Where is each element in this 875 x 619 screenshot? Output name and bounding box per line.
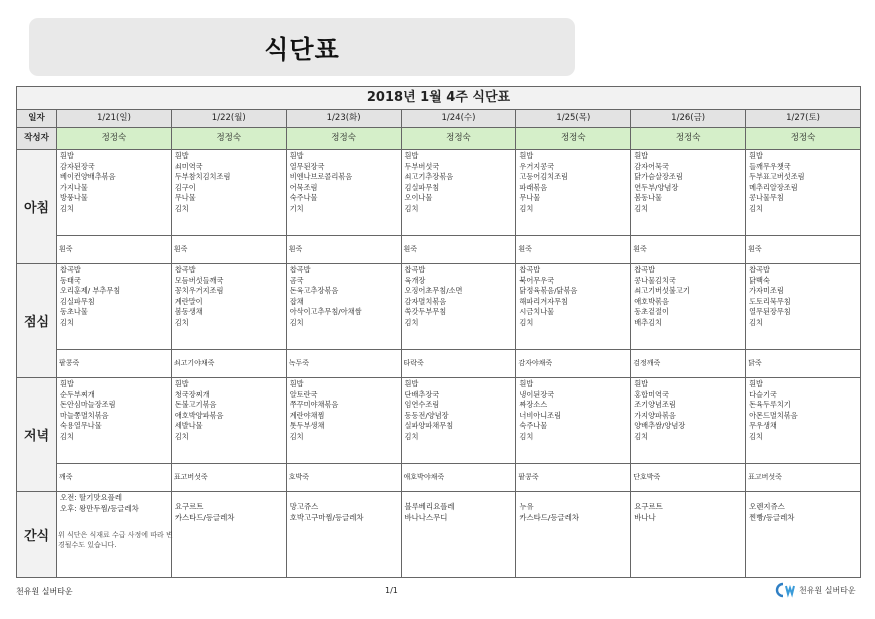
menu-item: 김치 (404, 317, 419, 327)
menu-item: 오렌지쥬스 (749, 502, 785, 511)
menu-item: 방풍나물 (60, 193, 88, 203)
menu-item: 흰밥 (634, 379, 649, 388)
menu-item: 쇠고기버섯불고기 (634, 286, 690, 296)
menu-item: 흰밥 (519, 379, 534, 388)
menu-item: 가자미조림 (749, 286, 784, 296)
meal-label: 간식 (17, 492, 57, 578)
menu-item: 돈안심마늘장조림 (60, 400, 116, 410)
menu-item: 알토란국 (289, 389, 318, 399)
menu-item: 요구르트 (174, 502, 204, 511)
menu-item: 흰밥 (289, 151, 304, 160)
menu-item: 흰밥 (634, 151, 649, 160)
menu-cell (746, 264, 861, 350)
menu-item: 배추김치 (634, 317, 662, 327)
porridge-cell: 흰죽 (516, 236, 631, 264)
porridge-cell: 녹두죽 (286, 350, 401, 378)
menu-item: 잡채 (289, 296, 304, 306)
menu-item: 흰밥 (519, 151, 534, 160)
menu-item: 김치 (174, 203, 189, 213)
menu-item: 냉이된장국 (519, 389, 555, 399)
menu-item: 감자멸치볶음 (404, 296, 447, 306)
porridge-row (17, 236, 861, 264)
menu-item: 김치 (404, 431, 419, 441)
menu-cell (171, 378, 286, 464)
menu-item: 콩나물김치국 (634, 275, 676, 285)
menu-item: 육개장 (404, 275, 426, 285)
menu-item: 계란말이 (174, 296, 203, 306)
menu-item: 김치 (60, 203, 74, 213)
footer-org: 천유원 실버타운 (16, 587, 73, 596)
porridge-cell: 단호박죽 (631, 464, 746, 492)
menu-cell (631, 150, 746, 236)
menu-item: 김치 (634, 431, 649, 441)
menu-item: 메추리알장조림 (749, 182, 798, 192)
menu-item: 청국장찌개 (174, 389, 210, 399)
menu-item: 콩나물무침 (749, 193, 784, 203)
menu-item: 단배추장국 (404, 389, 440, 399)
menu-item: 김치 (519, 317, 534, 327)
date-header: 1/24(수) (401, 110, 516, 128)
menu-item: 찹곡밥 (749, 265, 770, 274)
menu-item: 무우생채 (749, 421, 777, 431)
menu-item: 김치 (60, 431, 74, 441)
menu-item: 다슬기국 (749, 389, 777, 399)
menu-item: 김구이 (174, 182, 196, 192)
menu-item: 김치 (749, 317, 763, 327)
menu-item: 오전: 딸기맛요플레 (60, 493, 122, 502)
menu-cell (516, 264, 631, 350)
menu-item: 고등어김치조림 (519, 172, 568, 182)
porridge-cell: 흰죽 (631, 236, 746, 264)
porridge-cell: 흰죽 (286, 236, 401, 264)
author-cell: 정정숙 (746, 128, 861, 150)
menu-item: 열무된장무침 (749, 307, 791, 317)
menu-cell (286, 264, 401, 350)
menu-item: 동초겉절이 (634, 307, 669, 317)
menu-item: 흰밥 (404, 151, 419, 160)
porridge-cell: 애호박야채죽 (401, 464, 516, 492)
menu-item: 김치 (174, 431, 189, 441)
menu-item: 가지나물 (60, 182, 88, 192)
meal-table (16, 86, 861, 578)
menu-item: 흰밥 (174, 151, 189, 160)
menu-item: 기치 (289, 203, 304, 213)
porridge-row (17, 350, 861, 378)
menu-item: 두부표고버섯조림 (749, 172, 805, 182)
menu-item: 우거지콩국 (519, 161, 555, 171)
menu-item: 찹곡밥 (60, 265, 81, 274)
menu-item: 숙용열무나물 (60, 421, 102, 431)
menu-item: 닭가슴살장조림 (634, 172, 683, 182)
menu-item: 해파리겨자무침 (519, 296, 568, 306)
menu-cell (286, 492, 401, 578)
menu-item: 시금치나물 (519, 307, 555, 317)
menu-item: 연두부/양념장 (634, 182, 679, 192)
menu-item: 김치 (749, 203, 763, 213)
menu-item: 흰밥 (404, 379, 419, 388)
menu-item: 바나나 (634, 512, 656, 522)
menu-item: 망고쥬스 (289, 502, 319, 511)
footer-page-number: 1/1 (385, 586, 398, 595)
menu-item: 조기양념조림 (634, 400, 676, 410)
date-row (17, 110, 861, 128)
menu-cell (401, 492, 516, 578)
porridge-cell: 검정깨죽 (631, 350, 746, 378)
porridge-cell: 흰죽 (746, 236, 861, 264)
porridge-cell: 쇠고기야채죽 (171, 350, 286, 378)
menu-change-note: 위 식단은 식재료 수급 사정에 따라 변경될수도 있습니다. (58, 531, 173, 549)
menu-item: 흰밥 (174, 379, 189, 388)
menu-cell (631, 492, 746, 578)
porridge-cell: 흰죽 (171, 236, 286, 264)
menu-item: 흰밥 (289, 379, 304, 388)
menu-item: 김치 (404, 203, 419, 213)
menu-item: 임연수조림 (404, 400, 440, 410)
menu-item: 닭백숙 (749, 275, 770, 285)
menu-item: 김치 (519, 431, 534, 441)
menu-item: 홍합미역국 (634, 389, 669, 399)
menu-item: 쑥갓두부무침 (404, 307, 447, 317)
porridge-cell: 팥콩죽 (516, 464, 631, 492)
menu-item: 비엔나브로콜리볶음 (289, 172, 353, 182)
menu-cell (516, 150, 631, 236)
menu-item: 애호박양파볶음 (174, 410, 224, 420)
author-cell: 정정숙 (401, 128, 516, 150)
menu-item: 북어무우국 (519, 275, 555, 285)
menu-item: 파래볶음 (519, 182, 548, 192)
menu-item: 찹곡밥 (289, 265, 311, 274)
menu-item: 꽁치우거지조림 (174, 286, 224, 296)
menu-cell (401, 378, 516, 464)
menu-item: 오징어초무침/소면 (404, 286, 463, 296)
meal-label: 아침 (17, 150, 57, 264)
menu-cell (746, 492, 861, 578)
menu-item: 숙주나물 (289, 193, 318, 203)
date-header: 1/27(토) (746, 110, 861, 128)
menu-cell (286, 150, 401, 236)
menu-item: 도토리묵무침 (749, 296, 791, 306)
menu-item: 감자어묵국 (634, 161, 669, 171)
menu-cell (171, 492, 286, 578)
menu-item: 계란야채찜 (289, 410, 325, 420)
menu-item: 양배추쌈/양념장 (634, 421, 686, 431)
porridge-cell: 표고버섯죽 (746, 464, 861, 492)
porridge-cell: 팥콩죽 (57, 350, 172, 378)
menu-item: 애호박볶음 (634, 296, 669, 306)
menu-item: 찹곡밥 (174, 265, 196, 274)
menu-item: 숙주나물 (519, 421, 548, 431)
menu-item: 김치 (634, 203, 649, 213)
author-label: 작성자 (17, 128, 57, 150)
porridge-cell: 감자야채죽 (516, 350, 631, 378)
porridge-cell: 호박죽 (286, 464, 401, 492)
author-cell: 정정숙 (171, 128, 286, 150)
menu-item: 오이나물 (404, 193, 433, 203)
menu-item: 흰밥 (749, 379, 763, 388)
menu-item: 동태국 (60, 275, 81, 285)
date-header: 1/23(화) (286, 110, 401, 128)
menu-cell (57, 378, 172, 464)
menu-item: 찐빵/등글레차 (749, 512, 795, 522)
menu-item: 오리훈제/ 부추무침 (60, 286, 121, 296)
menu-item: 실파양파채무침 (404, 421, 454, 431)
menu-item: 쇠미역국 (174, 161, 203, 171)
date-header: 1/25(목) (516, 110, 631, 128)
menu-item: 쭈꾸미야채볶음 (289, 400, 339, 410)
menu-item: 흰밥 (749, 151, 763, 160)
page-title: 식단표 (264, 35, 340, 64)
menu-item: 아몬드멸치볶음 (749, 410, 798, 420)
porridge-row (17, 464, 861, 492)
author-cell: 정정숙 (57, 128, 172, 150)
menu-item: 마늘쫑멸치볶음 (60, 410, 109, 420)
menu-item: 김실파무침 (404, 182, 440, 192)
menu-cell (57, 150, 172, 236)
author-cell: 정정숙 (516, 128, 631, 150)
menu-cell (631, 378, 746, 464)
date-header: 1/21(일) (57, 110, 172, 128)
meal-row (17, 378, 861, 464)
menu-item: 카스타드/등글레차 (174, 512, 235, 522)
menu-item: 돈육두루치기 (749, 400, 791, 410)
menu-item: 카스타드/등글레차 (519, 512, 579, 522)
porridge-cell: 흰죽 (401, 236, 516, 264)
menu-item: 어묵조림 (289, 182, 318, 192)
menu-item: 너비아니조림 (519, 410, 562, 420)
menu-cell (401, 264, 516, 350)
date-label: 일자 (17, 110, 57, 128)
menu-cell (286, 378, 401, 464)
menu-cell (516, 378, 631, 464)
footer-logo (775, 582, 856, 598)
menu-item: 누유 (519, 502, 534, 511)
menu-item: 무나물 (519, 193, 541, 203)
menu-item: 찹곡밥 (519, 265, 541, 274)
menu-item: 두부참치김치조림 (174, 172, 231, 182)
menu-item: 봄동나물 (634, 193, 662, 203)
meal-label: 저녁 (17, 378, 57, 492)
menu-item: 두부버섯국 (404, 161, 440, 171)
date-header: 1/22(월) (171, 110, 286, 128)
menu-item: 찹곡밥 (634, 265, 656, 274)
menu-cell (631, 264, 746, 350)
menu-item: 돈육고추장볶음 (289, 286, 339, 296)
meal-row (17, 150, 861, 236)
logo-icon (775, 582, 797, 598)
menu-item: 블루베리요플레 (404, 502, 455, 511)
menu-item: 요구르트 (634, 502, 663, 511)
menu-item: 호박고구마찜/등글레차 (289, 512, 364, 522)
menu-item: 흰밥 (60, 151, 74, 160)
menu-item: 베이컨양배추볶음 (60, 172, 116, 182)
menu-item: 봄동생채 (174, 307, 203, 317)
menu-cell (401, 150, 516, 236)
author-cell: 정정숙 (286, 128, 401, 150)
menu-item: 바나나스무디 (404, 512, 448, 522)
meal-label: 점심 (17, 264, 57, 378)
porridge-cell: 표고버섯죽 (171, 464, 286, 492)
menu-item: 가지양파볶음 (634, 410, 676, 420)
menu-item: 무나물 (174, 193, 196, 203)
table-caption: 2018년 1월 4주 식단표 (17, 87, 861, 110)
meal-row (17, 264, 861, 350)
menu-item: 돈불고기볶음 (174, 400, 217, 410)
menu-item: 열무된장국 (289, 161, 325, 171)
date-header: 1/26(금) (631, 110, 746, 128)
menu-item: 김치 (174, 317, 189, 327)
menu-item: 오후: 왕만두찜/등글레차 (60, 503, 139, 513)
menu-item: 모듬버섯들깨국 (174, 275, 224, 285)
menu-item: 곰국 (289, 275, 304, 285)
menu-item: 동동전/양념장 (404, 410, 449, 420)
menu-item: 아삭이고추무침/아채쌈 (289, 307, 362, 317)
menu-item: 흰밥 (60, 379, 74, 388)
porridge-cell: 닭죽 (746, 350, 861, 378)
page-title-box (29, 18, 575, 76)
menu-item: 감자된장국 (60, 161, 95, 171)
author-cell: 정정숙 (631, 128, 746, 150)
menu-item: 동초나물 (60, 307, 88, 317)
menu-item: 김치 (519, 203, 534, 213)
menu-item: 순두부찌개 (60, 389, 95, 399)
menu-cell (516, 492, 631, 578)
menu-item: 들깨무우챗국 (749, 161, 791, 171)
menu-item: 톳두부생채 (289, 421, 325, 431)
menu-item: 김치 (289, 431, 304, 441)
menu-item: 김치 (60, 317, 74, 327)
menu-cell (171, 264, 286, 350)
menu-item: 김실파무침 (60, 296, 95, 306)
menu-item: 세발나물 (174, 421, 203, 431)
porridge-cell: 타락죽 (401, 350, 516, 378)
logo-text: 천유원 실버타운 (799, 585, 856, 595)
menu-item: 김치 (749, 431, 763, 441)
porridge-cell: 깨죽 (57, 464, 172, 492)
menu-cell (171, 150, 286, 236)
menu-item: 김치 (289, 317, 304, 327)
menu-cell (746, 150, 861, 236)
menu-item: 쇠고기추장볶음 (404, 172, 454, 182)
menu-item: 닭정육볶음/닭볶음 (519, 286, 578, 296)
menu-cell (57, 264, 172, 350)
menu-cell (746, 378, 861, 464)
author-row (17, 128, 861, 150)
menu-item: 짜장소스 (519, 400, 548, 410)
porridge-cell: 흰죽 (57, 236, 172, 264)
menu-item: 찹곡밥 (404, 265, 426, 274)
